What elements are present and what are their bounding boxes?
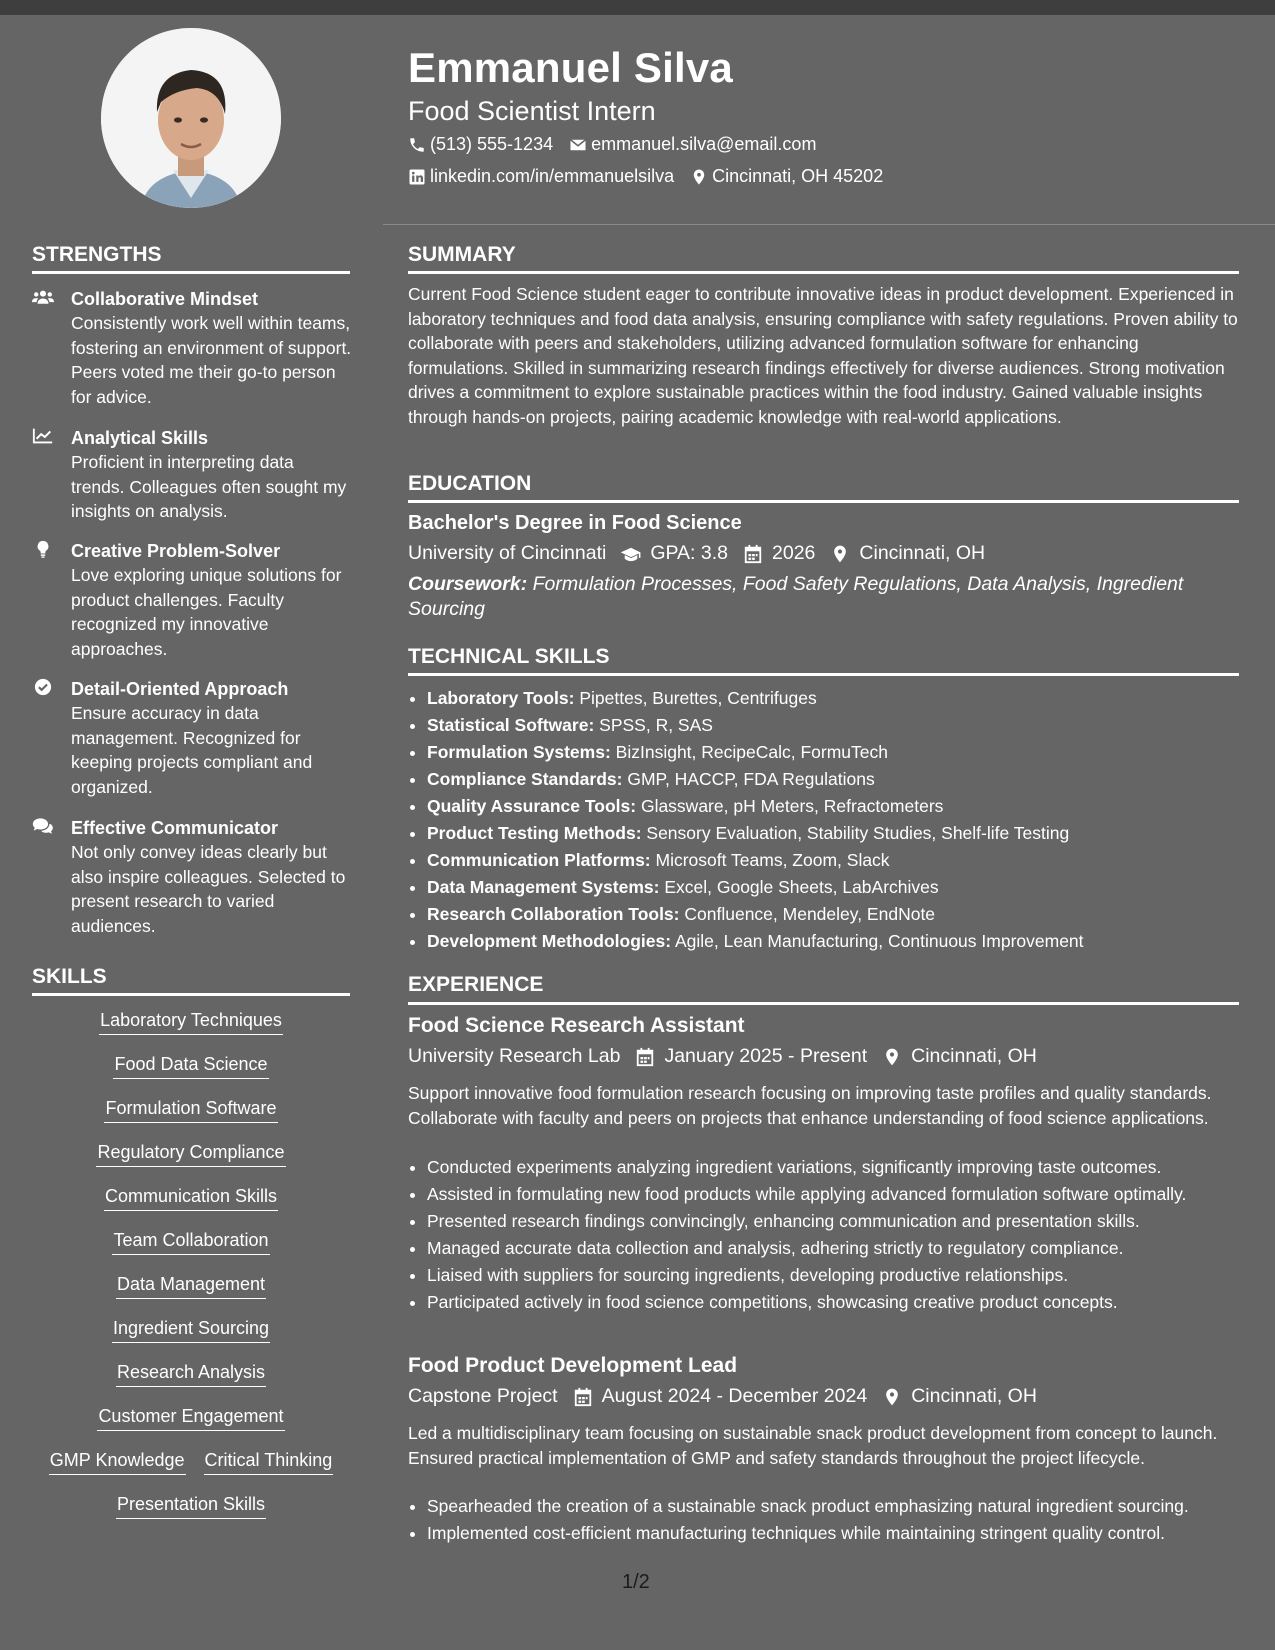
tech-skill-label: Communication Platforms:	[427, 850, 651, 870]
list-item	[427, 928, 1257, 955]
list-item	[427, 874, 1257, 901]
summary-rule	[408, 271, 1239, 274]
strength-title: Detail-Oriented Approach	[71, 679, 289, 699]
tech-skill-value: Excel, Google Sheets, LabArchives	[664, 877, 939, 897]
tech-skill-value: Pipettes, Burettes, Centrifuges	[579, 688, 817, 708]
experience-rule	[408, 1002, 1239, 1005]
job-org-text: Capstone Project	[408, 1385, 558, 1407]
strength-desc: Love exploring unique solutions for product challenges. Faculty recognized my innovative approaches.	[71, 565, 342, 659]
job-title: Food Science Research Assistant	[408, 1014, 745, 1037]
job-meta	[408, 1385, 1051, 1408]
tech-skill-label: Data Management Systems:	[427, 877, 660, 897]
skill-chip: Formulation Software	[104, 1096, 277, 1123]
tech-skill-label: Research Collaboration Tools:	[427, 904, 680, 924]
list-item	[427, 793, 1257, 820]
strength-title: Collaborative Mindset	[71, 289, 259, 309]
job-description: Led a multidisciplinary team focusing on sustainable snack product development from concept to launch. Ensured practical implementation of GMP and safety standards throughout the project lifecycle.	[408, 1423, 1218, 1468]
list-item: • Liaised with suppliers for sourcing ingredients, developing productive relationships.	[427, 1263, 1257, 1288]
strengths-heading: STRENGTHS	[32, 243, 162, 266]
strength-item	[32, 287, 352, 409]
skill-chip: Critical Thinking	[204, 1448, 334, 1475]
map-pin-icon	[829, 544, 851, 564]
strength-desc: Proficient in interpreting data trends. Colleagues often sought my insights on analysis.	[71, 452, 347, 521]
strength-desc: Consistently work well within teams, fostering an environment of support. Peers voted me their go-to person for advice.	[71, 313, 352, 407]
tech-skill-value: GMP, HACCP, FDA Regulations	[627, 769, 875, 789]
calendar-icon	[634, 1047, 656, 1067]
degree-title: Bachelor's Degree in Food Science	[408, 512, 742, 534]
contact-row-2	[408, 166, 899, 187]
list-item	[427, 766, 1257, 793]
technical-skills-rule	[408, 673, 1239, 676]
list-item: • Managed accurate data collection and analysis, adhering strictly to regulatory compliance.	[427, 1236, 1257, 1261]
chart-line-icon	[32, 427, 56, 445]
tech-skill-value: Microsoft Teams, Zoom, Slack	[655, 850, 890, 870]
tech-skill-label: Laboratory Tools:	[427, 688, 575, 708]
job-dates	[634, 1045, 867, 1068]
tech-skill-label: Quality Assurance Tools:	[427, 796, 637, 816]
education-rule	[408, 500, 1239, 503]
job-bullets	[408, 1155, 1257, 1317]
tech-skill-label: Statistical Software:	[427, 715, 595, 735]
skill-chip: Team Collaboration	[112, 1228, 269, 1255]
strength-title: Analytical Skills	[71, 428, 209, 448]
experience-heading: EXPERIENCE	[408, 973, 544, 996]
job-title: Food Product Development Lead	[408, 1354, 738, 1377]
phone-icon	[408, 136, 426, 154]
tech-skill-label: Compliance Standards:	[427, 769, 623, 789]
list-item: • Presented research findings convincingly, enhancing communication and presentation skills.	[427, 1209, 1257, 1234]
tech-skill-value: BizInsight, RecipeCalc, FormuTech	[615, 742, 888, 762]
skill-chip: Customer Engagement	[97, 1404, 284, 1431]
lightbulb-icon	[32, 540, 56, 558]
tech-skill-label: Development Methodologies:	[427, 931, 672, 951]
skill-chip: Communication Skills	[104, 1184, 278, 1211]
list-item: • Assisted in formulating new food products while applying advanced formulation software optimally.	[427, 1182, 1257, 1207]
map-pin-icon	[881, 1387, 903, 1407]
education-meta	[408, 542, 999, 565]
list-item: • Conducted experiments analyzing ingredient variations, significantly improving taste outcomes.	[427, 1155, 1257, 1180]
strength-item	[32, 816, 352, 938]
envelope-icon	[569, 136, 587, 154]
skill-chip: Regulatory Compliance	[96, 1140, 285, 1167]
linkedin-icon	[408, 168, 426, 186]
skill-chip: Research Analysis	[116, 1360, 266, 1387]
list-item: • Implemented cost-efficient manufacturing techniques while maintaining stringent quality control.	[427, 1521, 1257, 1546]
tech-skill-value: SPSS, R, SAS	[599, 715, 713, 735]
tech-skill-value: Sensory Evaluation, Stability Studies, Shelf-life Testing	[646, 823, 1070, 843]
candidate-name: Emmanuel Silva	[408, 44, 733, 91]
year-text: 2026	[772, 542, 816, 564]
edu-location-item	[829, 542, 985, 565]
users-icon	[32, 288, 56, 306]
job-description: Support innovative food formulation research focusing on improving taste profiles and quality standards. Collaborate with faculty and peers on projects that enhance understanding of food science applications.	[408, 1083, 1212, 1128]
graduation-cap-icon	[620, 544, 642, 564]
school-name	[408, 542, 606, 565]
summary-heading: SUMMARY	[408, 243, 516, 266]
coursework-text: Formulation Processes, Food Safety Regulations, Data Analysis, Ingredient Sourcing	[408, 573, 1184, 620]
phone-text: (513) 555-1234	[430, 134, 554, 154]
page-number: 1/2	[622, 1571, 650, 1593]
check-circle-icon	[32, 678, 56, 696]
map-pin-icon	[690, 168, 708, 186]
contact-row-1	[408, 134, 832, 155]
job-dates-text: January 2025 - Present	[664, 1045, 868, 1067]
strength-item	[32, 539, 352, 661]
coursework-label: Coursework:	[408, 573, 528, 595]
gpa-text: GPA: 3.8	[650, 542, 729, 564]
header-divider	[383, 224, 1275, 225]
skill-chip: Laboratory Techniques	[99, 1008, 283, 1035]
job-org	[408, 1045, 620, 1068]
skill-chip: Food Data Science	[113, 1052, 268, 1079]
skills-rule	[32, 993, 350, 996]
job-org-text: University Research Lab	[408, 1045, 621, 1067]
job-org	[408, 1385, 558, 1408]
edu-location-text: Cincinnati, OH	[859, 542, 986, 564]
top-bar	[0, 0, 1275, 15]
job-bullets	[408, 1494, 1257, 1548]
education-heading: EDUCATION	[408, 472, 532, 495]
technical-skills-heading: TECHNICAL SKILLS	[408, 645, 610, 668]
job-meta	[408, 1045, 1051, 1068]
gpa-item	[620, 542, 728, 565]
linkedin-text: linkedin.com/in/emmanuelsilva	[430, 166, 675, 186]
job-dates	[572, 1385, 868, 1408]
year-item	[742, 542, 815, 565]
list-item	[427, 901, 1257, 928]
calendar-icon	[742, 544, 764, 564]
skill-chip: Data Management	[116, 1272, 266, 1299]
list-item	[427, 685, 1257, 712]
job-dates-text: August 2024 - December 2024	[601, 1385, 868, 1407]
tech-skill-value: Glassware, pH Meters, Refractometers	[640, 796, 944, 816]
skill-chip: Presentation Skills	[116, 1492, 266, 1519]
phone-item[interactable]	[408, 134, 553, 155]
strength-item	[32, 677, 352, 799]
list-item	[427, 739, 1257, 766]
profile-photo	[101, 28, 281, 208]
skill-chip: Ingredient Sourcing	[112, 1316, 270, 1343]
strengths-rule	[32, 271, 350, 274]
list-item	[427, 847, 1257, 874]
summary-text: Current Food Science student eager to contribute innovative ideas in product development. Experienced in laboratory techniques and food data analysis, ensuring compliance with safety regulations. Proven ability to collaborate with peers and stakeholders, utilizing advanced formulation software for enhancing formulations. Skilled in summarizing research findings effectively for diverse audiences. Strong motivation drives a commitment to explore sustainable practices within the food industry. Gained valuable insights through hands-on projects, pairing academic knowledge with real-world applications.	[408, 284, 1238, 427]
strength-desc: Ensure accuracy in data management. Recognized for keeping projects compliant and organized.	[71, 703, 313, 797]
calendar-icon	[572, 1387, 594, 1407]
list-item	[427, 712, 1257, 739]
strength-title: Creative Problem-Solver	[71, 541, 281, 561]
candidate-title: Food Scientist Intern	[408, 96, 656, 126]
school-text: University of Cincinnati	[408, 542, 607, 564]
map-pin-icon	[881, 1047, 903, 1067]
list-item: • Spearheaded the creation of a sustainable snack product emphasizing natural ingredient sourcing.	[427, 1494, 1257, 1519]
technical-skills-list	[408, 685, 1257, 955]
job-location	[881, 1385, 1037, 1408]
email-text: emmanuel.silva@email.com	[591, 134, 817, 154]
strength-title: Effective Communicator	[71, 818, 279, 838]
email-item[interactable]	[569, 134, 816, 155]
coursework	[408, 572, 1238, 622]
location-item	[690, 166, 883, 187]
job-location	[881, 1045, 1037, 1068]
strength-desc: Not only convey ideas clearly but also inspire colleagues. Selected to present research to varied audiences.	[71, 842, 346, 936]
tech-skill-value: Agile, Lean Manufacturing, Continuous Improvement	[674, 931, 1084, 951]
job-location-text: Cincinnati, OH	[911, 1385, 1037, 1407]
location-text: Cincinnati, OH 45202	[712, 166, 884, 186]
skills-heading: SKILLS	[32, 965, 107, 988]
strength-item	[32, 426, 352, 524]
list-item: • Participated actively in food science competitions, showcasing creative product concepts.	[427, 1290, 1257, 1315]
tech-skill-label: Product Testing Methods:	[427, 823, 642, 843]
skill-chip: GMP Knowledge	[49, 1448, 186, 1475]
tech-skill-label: Formulation Systems:	[427, 742, 611, 762]
list-item	[427, 820, 1257, 847]
job-location-text: Cincinnati, OH	[911, 1045, 1037, 1067]
tech-skill-value: Confluence, Mendeley, EndNote	[684, 904, 936, 924]
linkedin-item[interactable]	[408, 166, 674, 187]
skills-list	[32, 1008, 350, 1519]
comments-icon	[32, 817, 56, 835]
